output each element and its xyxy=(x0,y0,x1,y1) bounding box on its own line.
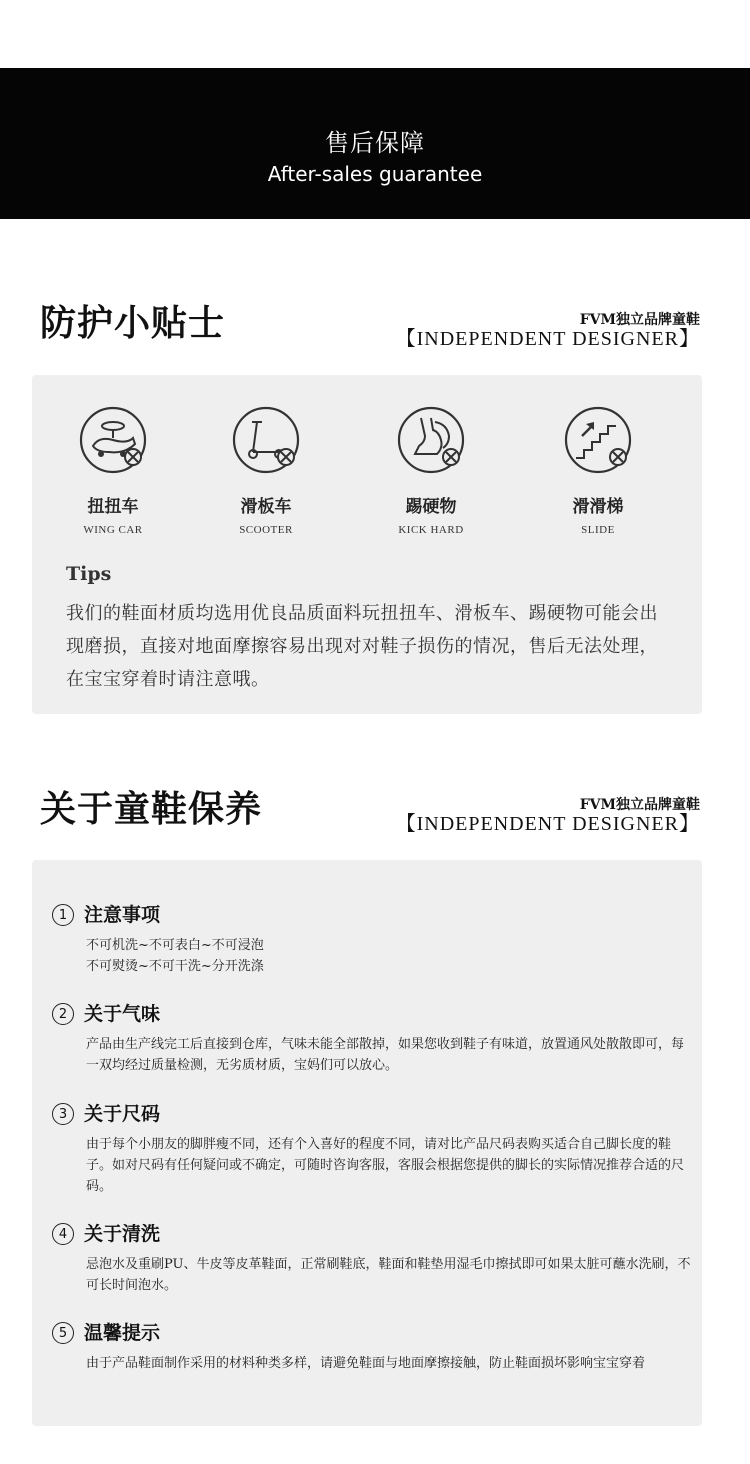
number-badge: 1 xyxy=(52,904,74,926)
after-sales-banner xyxy=(0,68,750,219)
care-item-cleaning xyxy=(52,1219,692,1296)
care-item-size xyxy=(52,1099,692,1197)
icon-label-cn: 滑滑梯 xyxy=(572,497,624,517)
number-badge: 4 xyxy=(52,1223,74,1245)
care-item-title: 关于清洗 xyxy=(84,1223,161,1245)
banner-title: 售后保障 xyxy=(325,129,425,157)
tips-text: 我们的鞋面材质均选用优良品质面料玩扭扭车、滑板车、踢硬物可能会出现磨损，直接对地面摩擦容易出现对对鞋子损伤的情况，售后无法处理，在宝宝穿着时请注意哦。 xyxy=(66,603,658,690)
protection-tips-card xyxy=(32,375,702,714)
care-item-heading xyxy=(52,900,692,927)
icon-label-cn: 踢硬物 xyxy=(405,497,457,517)
brand-designer: 【INDEPENDENT DESIGNER】 xyxy=(395,813,700,835)
shoe-care-title: 关于童鞋保养 xyxy=(40,789,263,830)
number-badge: 3 xyxy=(52,1103,74,1125)
care-item-title: 关于尺码 xyxy=(84,1103,161,1125)
scooter-icon xyxy=(226,402,306,482)
icon-label-en: WING CAR xyxy=(83,524,143,536)
icon-item-kick-hard xyxy=(366,402,496,536)
care-item-heading xyxy=(52,999,692,1026)
brand-tag xyxy=(396,313,700,349)
care-item-odor xyxy=(52,999,692,1076)
care-item-title: 温馨提示 xyxy=(84,1322,161,1344)
icon-label-en: SCOOTER xyxy=(239,524,293,536)
kick-hard-icon xyxy=(391,402,471,482)
number-badge: 5 xyxy=(52,1322,74,1344)
number-badge: 2 xyxy=(52,1003,74,1025)
care-item-body: 产品由生产线完工后直接到仓库，气味未能全部散掉，如果您收到鞋子有味道，放置通风处散散即可，每一双均经过质量检测，无劣质材质，宝妈们可以放心。 xyxy=(86,1037,685,1073)
icon-label-en: KICK HARD xyxy=(398,524,464,536)
care-item-body: 由于每个小朋友的脚胖瘦不同，还有个入喜好的程度不同，请对比产品尺码表购买适合自己脚长度的鞋子。如对尺码有任何疑问或不确定，可随时咨询客服，客服会根据您提供的脚长的实际情况推荐合适的尺码。 xyxy=(86,1137,685,1194)
icon-label-cn: 滑板车 xyxy=(240,497,292,517)
icon-item-scooter xyxy=(201,402,331,536)
icon-label-cn: 扭扭车 xyxy=(87,497,139,517)
icon-label-en: SLIDE xyxy=(581,524,615,536)
care-item-body: 由于产品鞋面制作采用的材料种类多样，请避免鞋面与地面摩擦接触，防止鞋面损坏影响宝宝穿着 xyxy=(86,1356,646,1371)
shoe-care-card xyxy=(32,860,702,1426)
care-item-heading xyxy=(52,1099,692,1126)
care-item-heading xyxy=(52,1219,692,1246)
care-item-heading xyxy=(52,1318,692,1345)
banner-subtitle: After-sales guarantee xyxy=(267,162,483,186)
tips-heading: Tips xyxy=(66,563,112,585)
protection-tips-title: 防护小贴士 xyxy=(40,303,226,344)
brand-designer: 【INDEPENDENT DESIGNER】 xyxy=(395,328,700,350)
brand-name: FVM独立品牌童鞋 xyxy=(579,312,700,328)
care-item-body: 不可机洗~不可表白~不可浸泡 不可熨烫~不可干洗~分开洗涤 xyxy=(86,938,264,974)
icon-item-slide xyxy=(533,402,663,536)
care-item-reminder xyxy=(52,1318,692,1374)
icon-item-wing-car xyxy=(48,402,178,536)
care-item-title: 注意事项 xyxy=(84,904,161,926)
care-item-notice xyxy=(52,900,692,977)
care-item-title: 关于气味 xyxy=(84,1003,161,1025)
care-item-body: 忌泡水及重刷PU、牛皮等皮革鞋面，正常刷鞋底，鞋面和鞋垫用湿毛巾擦拭即可如果太脏可蘸水洗刷，不可长时间泡水。 xyxy=(86,1257,691,1293)
brand-tag xyxy=(396,798,700,834)
wing-car-icon xyxy=(73,402,153,482)
slide-icon xyxy=(558,402,638,482)
brand-name: FVM独立品牌童鞋 xyxy=(579,797,700,813)
